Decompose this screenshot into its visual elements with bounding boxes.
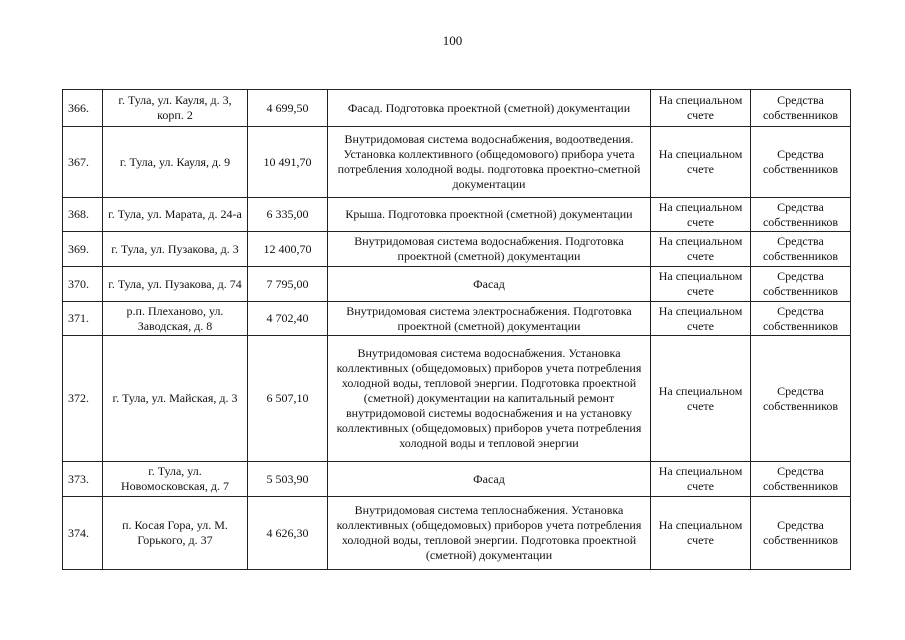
- account-cell: На специальном счете: [651, 198, 751, 232]
- address-cell: г. Тула, ул. Пузакова, д. 74: [103, 267, 248, 302]
- funding-source-cell: Средства собственников: [751, 336, 851, 462]
- account-cell: На специальном счете: [651, 336, 751, 462]
- work-type-cell: Внутридомовая система теплоснабжения. Установка коллективных (общедомовых) приборов учета потребления холодной воды, тепловой энергии. Подготовка проектной (сметной) документации: [328, 497, 651, 570]
- funding-source-cell: Средства собственников: [751, 198, 851, 232]
- table-row: [63, 267, 851, 302]
- table-row: [63, 232, 851, 267]
- work-type-cell: Фасад: [328, 462, 651, 497]
- address-cell: г. Тула, ул. Пузакова, д. 3: [103, 232, 248, 267]
- row-number: 374.: [63, 497, 103, 570]
- row-number: 373.: [63, 462, 103, 497]
- table-row: [63, 497, 851, 570]
- work-type-cell: Внутридомовая система электроснабжения. Подготовка проектной (сметной) документации: [328, 302, 651, 336]
- address-cell: р.п. Плеханово, ул. Заводская, д. 8: [103, 302, 248, 336]
- work-type-cell: Внутридомовая система водоснабжения, водоотведения. Установка коллективного (общедомового) прибора учета потребления холодной воды. подготовка проектно-сметной документации: [328, 127, 651, 198]
- table-row: [63, 127, 851, 198]
- funding-source-cell: Средства собственников: [751, 267, 851, 302]
- page-number: 100: [442, 33, 463, 48]
- funding-source-cell: Средства собственников: [751, 462, 851, 497]
- funding-source-cell: Средства собственников: [751, 127, 851, 198]
- account-cell: На специальном счете: [651, 302, 751, 336]
- table-row: [63, 462, 851, 497]
- work-type-cell: Внутридомовая система водоснабжения. Подготовка проектной (сметной) документации: [328, 232, 651, 267]
- work-type-cell: Фасад. Подготовка проектной (сметной) документации: [328, 90, 651, 127]
- work-type-cell: Крыша. Подготовка проектной (сметной) документации: [328, 198, 651, 232]
- repair-registry-table: [62, 89, 851, 570]
- account-cell: На специальном счете: [651, 267, 751, 302]
- table-row: [63, 198, 851, 232]
- row-number: 372.: [63, 336, 103, 462]
- account-cell: На специальном счете: [651, 127, 751, 198]
- account-cell: На специальном счете: [651, 90, 751, 127]
- amount-cell: 12 400,70: [248, 232, 328, 267]
- funding-source-cell: Средства собственников: [751, 302, 851, 336]
- funding-source-cell: Средства собственников: [751, 232, 851, 267]
- table-row: [63, 336, 851, 462]
- row-number: 369.: [63, 232, 103, 267]
- address-cell: г. Тула, ул. Кауля, д. 3, корп. 2: [103, 90, 248, 127]
- funding-source-cell: Средства собственников: [751, 90, 851, 127]
- work-type-cell: Внутридомовая система водоснабжения. Установка коллективных (общедомовых) приборов учета потребления холодной воды, тепловой энергии. Подготовка проектной (сметной) документации на капитальный ремонт внутридомовой системы водоснабжения и на установку коллективных (общедомовых) приборов учета потребления холодной воды и тепловой энергии: [328, 336, 651, 462]
- amount-cell: 7 795,00: [248, 267, 328, 302]
- amount-cell: 4 626,30: [248, 497, 328, 570]
- row-number: 366.: [63, 90, 103, 127]
- amount-cell: 4 702,40: [248, 302, 328, 336]
- row-number: 370.: [63, 267, 103, 302]
- address-cell: г. Тула, ул. Марата, д. 24-а: [103, 198, 248, 232]
- table-row: [63, 302, 851, 336]
- funding-source-cell: Средства собственников: [751, 497, 851, 570]
- row-number: 367.: [63, 127, 103, 198]
- work-type-cell: Фасад: [328, 267, 651, 302]
- account-cell: На специальном счете: [651, 497, 751, 570]
- address-cell: п. Косая Гора, ул. М. Горького, д. 37: [103, 497, 248, 570]
- amount-cell: 10 491,70: [248, 127, 328, 198]
- account-cell: На специальном счете: [651, 462, 751, 497]
- address-cell: г. Тула, ул. Новомосковская, д. 7: [103, 462, 248, 497]
- amount-cell: 5 503,90: [248, 462, 328, 497]
- table-row: [63, 90, 851, 127]
- row-number: 368.: [63, 198, 103, 232]
- address-cell: г. Тула, ул. Кауля, д. 9: [103, 127, 248, 198]
- amount-cell: 6 507,10: [248, 336, 328, 462]
- amount-cell: 6 335,00: [248, 198, 328, 232]
- account-cell: На специальном счете: [651, 232, 751, 267]
- address-cell: г. Тула, ул. Майская, д. 3: [103, 336, 248, 462]
- row-number: 371.: [63, 302, 103, 336]
- amount-cell: 4 699,50: [248, 90, 328, 127]
